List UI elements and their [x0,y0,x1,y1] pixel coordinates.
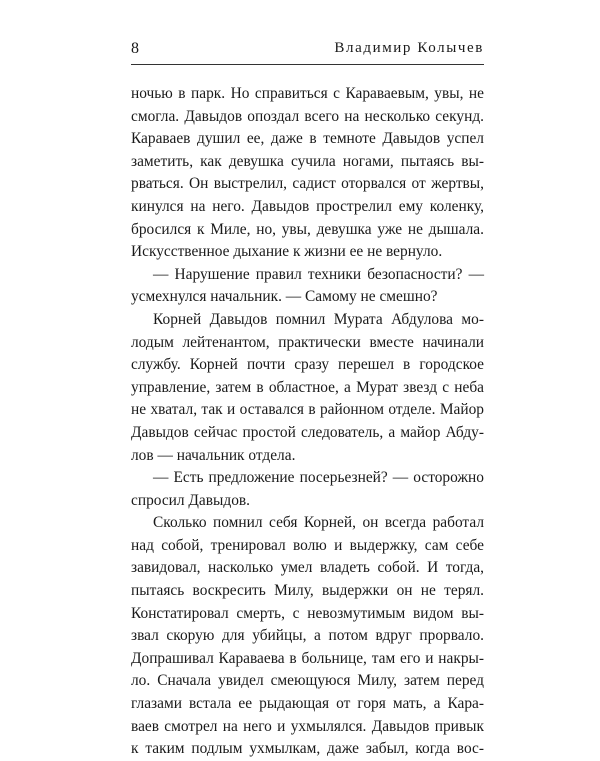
text-line: кинулся на него. Давыдов прострелил ему коленку, [131,197,484,215]
text-line: рваться. Он выстрелил, садист оторвался от жертвы, [131,175,484,193]
running-title: Владимир Колычев [334,40,484,56]
page-header [131,38,484,60]
text-line: глазами встала ее рыдающая от горя мать, а Кара- [131,695,484,713]
text-line: Корней Давыдов помнил Мурата Абдулова мо- [153,310,484,328]
text-line: не хватал, так и оставался в районном отделе. Майор [131,401,484,419]
text-line: пытаясь воскресить Милу, выдержки он не терял. [131,582,484,600]
text-line: Искусственное дыхание к жизни ее не вернуло. [131,243,443,261]
text-line: Допрашивал Караваева в больнице, там его и накры- [131,649,484,667]
text-line: звал скорую для убийцы, а потом вдруг прорвало. [131,627,484,645]
text-line: — Есть предложение посерьезней? — осторожно [153,469,484,487]
text-line: лодым лейтенантом, практически вместе начинали [131,333,484,351]
page-number: 8 [131,40,139,57]
text-line: бросился к Миле, но, увы, девушка уже не дышала. [131,220,484,238]
text-line: смогла. Давыдов опоздал всего на несколько секунд. [131,107,484,125]
text-line: лов — начальник отдела. [131,446,296,464]
text-line: Констатировал смерть, с невозмутимым видом вы- [131,604,484,622]
text-line: заметить, как девушка сучила ногами, пытаясь вы- [131,152,484,170]
text-line: над собой, тренировал волю и выдержку, сам себе [131,536,484,554]
text-line: усмехнулся начальник. — Самому не смешно? [131,288,438,306]
body-text [131,83,484,761]
text-line: Сколько помнил себя Корней, он всегда работал [153,514,484,532]
text-line: Давыдов сейчас простой следователь, а майор Абду- [131,423,484,441]
text-line: службу. Корней почти сразу перешел в городское [131,356,484,374]
text-line: управление, затем в областное, а Мурат звезд с неба [131,378,484,396]
text-line: завидовал, насколько умел владеть собой. И тогда, [131,559,484,577]
text-line: — Нарушение правил техники безопасности? — [153,265,484,283]
text-line: спросил Давыдов. [131,491,251,509]
text-line: Караваев душил ее, даже в темноте Давыдов успел [131,130,484,148]
text-line: к таким подлым ухмылкам, даже забыл, когда вос- [131,740,484,758]
header-rule [131,64,484,65]
text-line: ло. Сначала увидел смеющуюся Милу, затем перед [131,672,484,690]
text-line: ваев смотрел на него и ухмылялся. Давыдов привык [131,717,484,735]
text-line: ночью в парк. Но справиться с Караваевым, увы, не [131,85,484,102]
